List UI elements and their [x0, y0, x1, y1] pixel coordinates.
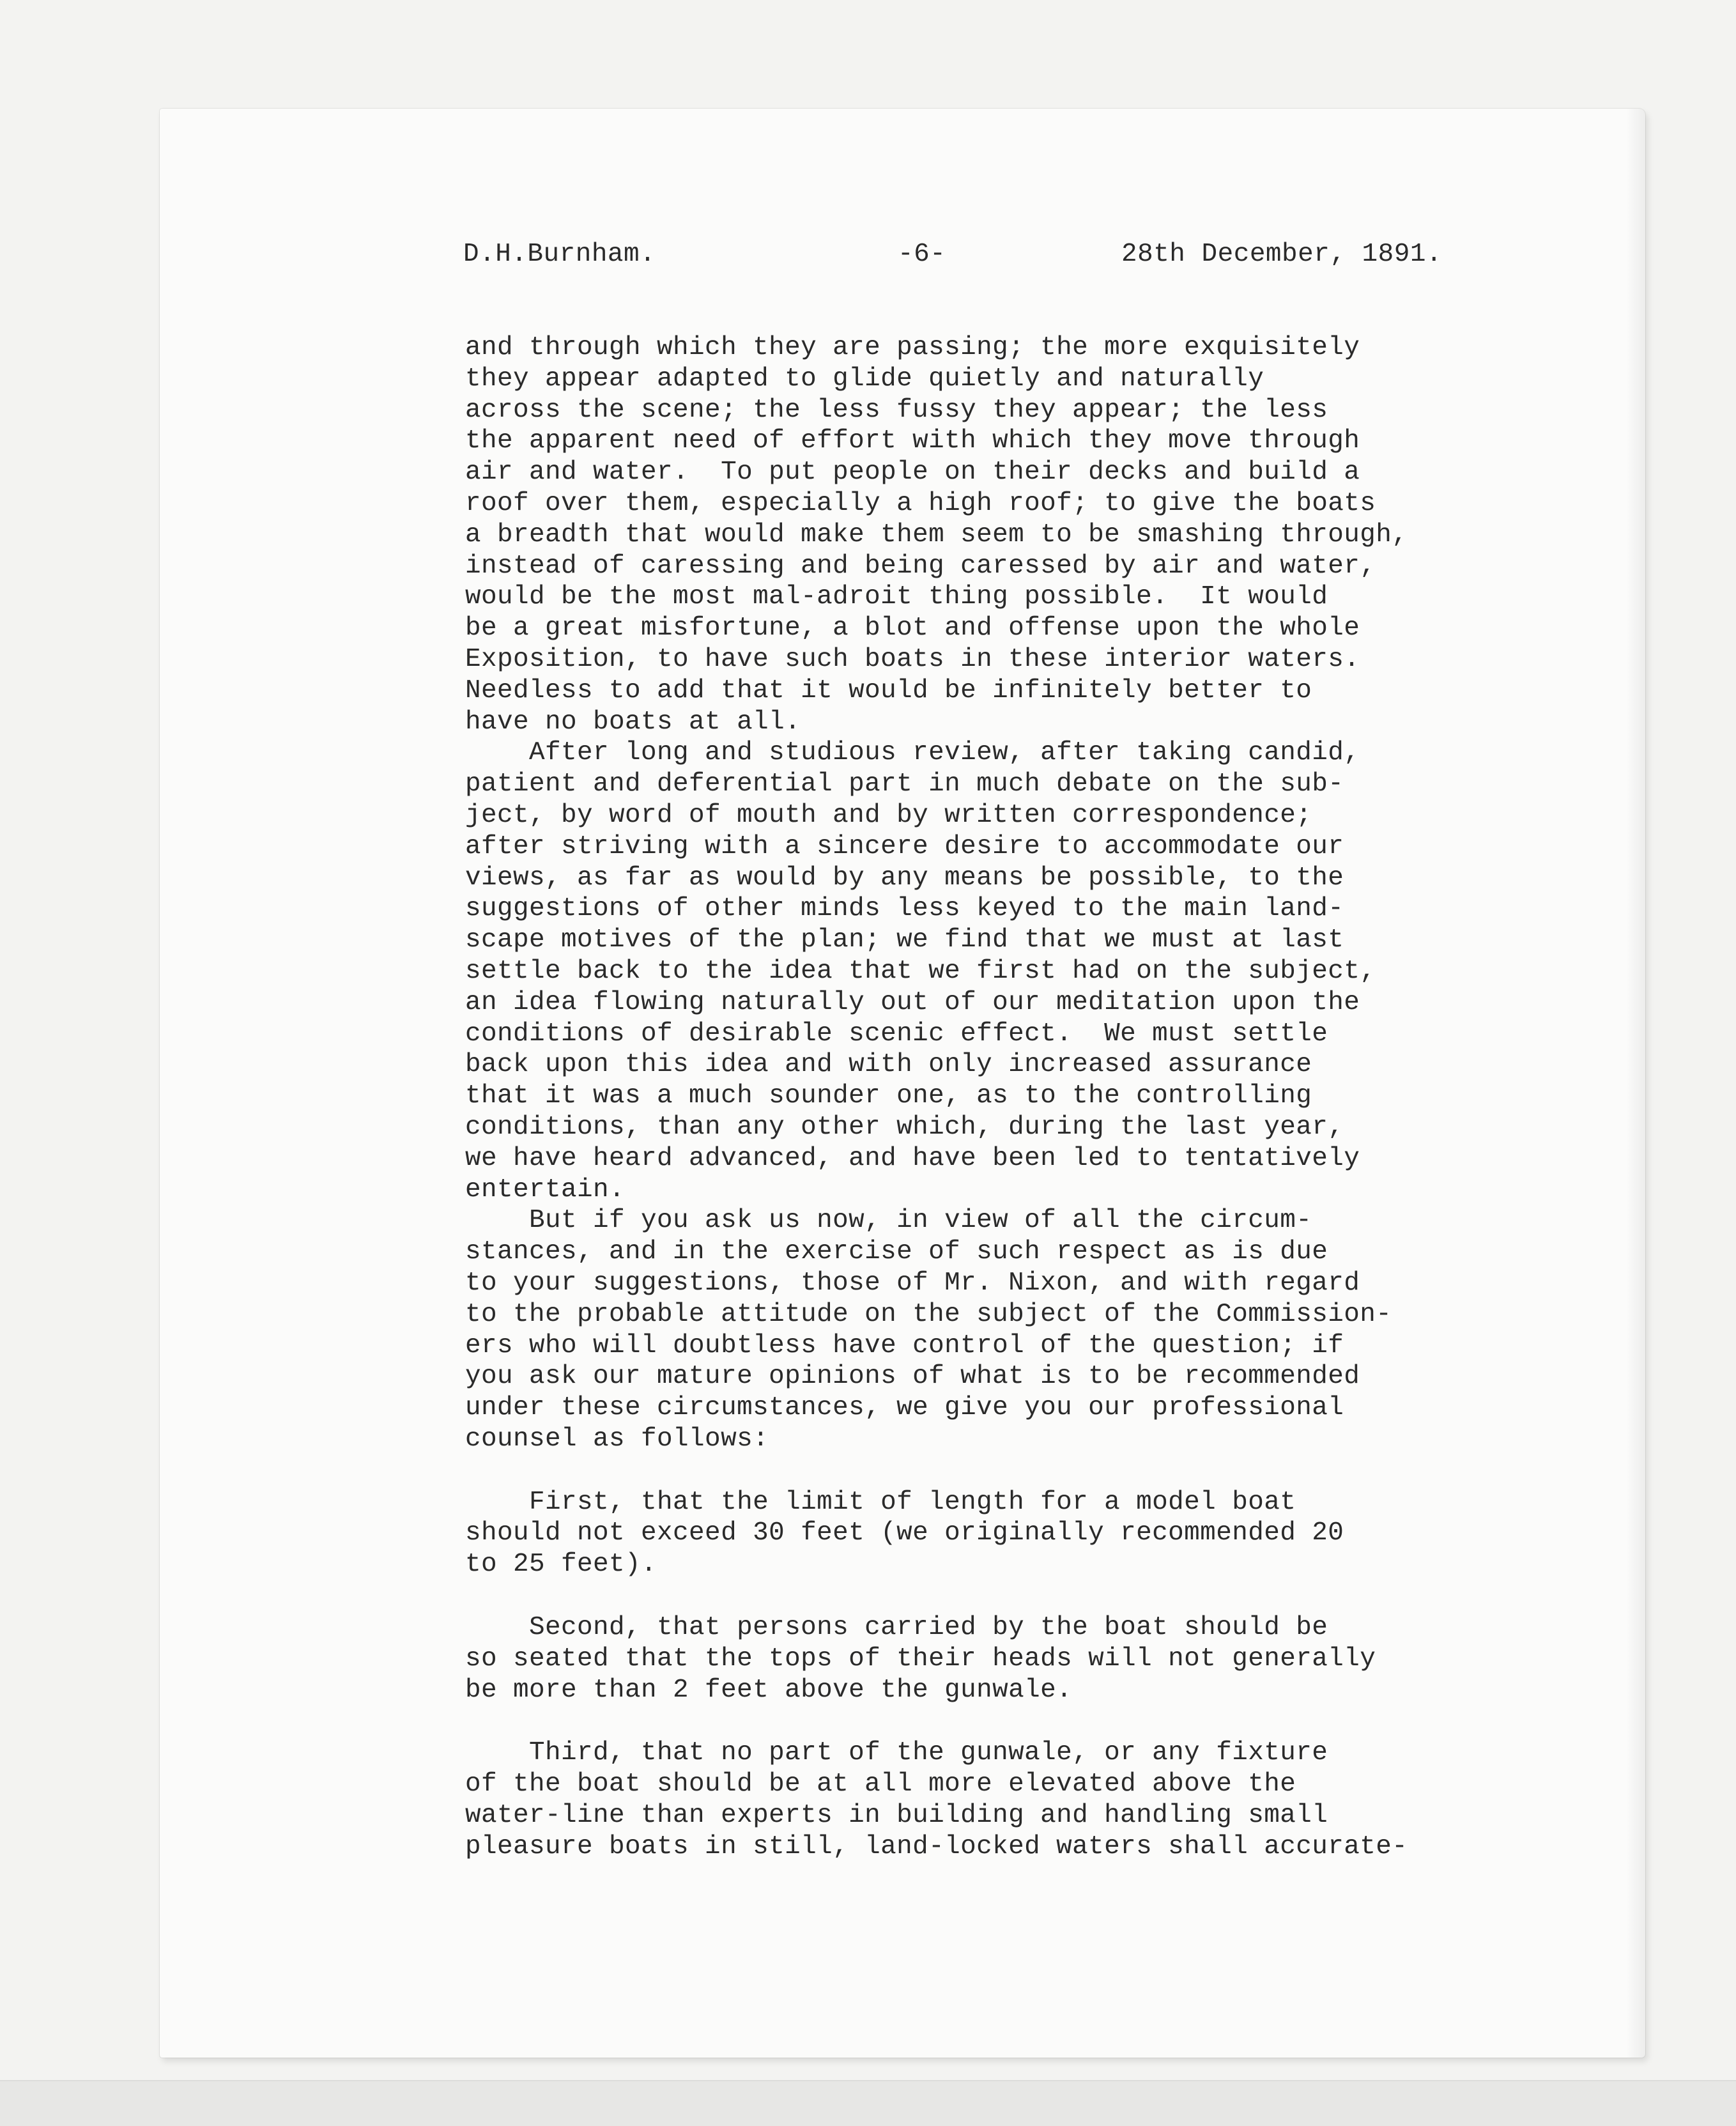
text-line: have no boats at all.	[465, 707, 801, 737]
text-line: we have heard advanced, and have been led to tentatively	[465, 1143, 1360, 1173]
paragraph-gap	[465, 1706, 1551, 1737]
scanner-bottom-edge	[0, 2080, 1736, 2126]
text-line: views, as far as would by any means be possible, to the	[465, 863, 1344, 893]
paragraph	[465, 1612, 1551, 1706]
paragraph	[465, 1737, 1551, 1862]
text-line: to your suggestions, those of Mr. Nixon, and with regard	[465, 1268, 1360, 1298]
header-recipient: D.H.Burnham.	[463, 240, 656, 269]
text-line: should not exceed 30 feet (we originally recommended 20	[465, 1518, 1344, 1548]
text-line: to the probable attitude on the subject of the Commission-	[465, 1299, 1392, 1329]
text-line: First, that the limit of length for a model boat	[465, 1487, 1296, 1517]
text-line: be a great misfortune, a blot and offense upon the whole	[465, 613, 1360, 643]
text-line: water-line than experts in building and handling small	[465, 1801, 1328, 1831]
text-line: they appear adapted to glide quietly and naturally	[465, 364, 1264, 394]
text-line: so seated that the tops of their heads will not generally	[465, 1644, 1376, 1674]
text-line: But if you ask us now, in view of all the circum-	[465, 1206, 1312, 1236]
text-line: roof over them, especially a high roof; to give the boats	[465, 488, 1376, 518]
text-line: would be the most mal-adroit thing possible. It would	[465, 582, 1328, 612]
text-line: be more than 2 feet above the gunwale.	[465, 1675, 1073, 1705]
text-line: under these circumstances, we give you our professional	[465, 1393, 1344, 1423]
text-line: Second, that persons carried by the boat should be	[465, 1613, 1328, 1643]
paragraph	[465, 332, 1551, 737]
paragraph	[465, 1205, 1551, 1454]
text-line: patient and deferential part in much debate on the sub-	[465, 769, 1344, 799]
text-line: suggestions of other minds less keyed to the main land-	[465, 894, 1344, 924]
text-line: Needless to add that it would be infinitely better to	[465, 675, 1312, 705]
text-line: scape motives of the plan; we find that we must at last	[465, 925, 1344, 955]
text-line: entertain.	[465, 1175, 626, 1205]
text-line: instead of caressing and being caressed by air and water,	[465, 551, 1376, 581]
text-line: air and water. To put people on their decks and build a	[465, 458, 1360, 488]
text-line: ject, by word of mouth and by written correspondence;	[465, 800, 1312, 830]
text-line: After long and studious review, after taking candid,	[465, 738, 1360, 768]
text-line: Third, that no part of the gunwale, or any fixture	[465, 1738, 1328, 1768]
text-line: after striving with a sincere desire to accommodate our	[465, 831, 1344, 861]
text-line: counsel as follows:	[465, 1424, 769, 1454]
paragraph-gap	[465, 1580, 1551, 1612]
text-line: across the scene; the less fussy they appear; the less	[465, 395, 1328, 425]
letter-body	[465, 332, 1551, 1863]
text-line: of the boat should be at all more elevated above the	[465, 1769, 1296, 1799]
text-line: and through which they are passing; the more exquisitely	[465, 333, 1360, 362]
paragraph	[465, 737, 1551, 1205]
text-line: an idea flowing naturally out of our meditation upon the	[465, 987, 1360, 1017]
text-line: back upon this idea and with only increased assurance	[465, 1050, 1312, 1080]
header-date: 28th December, 1891.	[1121, 240, 1443, 269]
header-page-number: -6-	[898, 240, 946, 269]
text-line: pleasure boats in still, land-locked waters shall accurate-	[465, 1831, 1408, 1861]
paragraph-gap	[465, 1455, 1551, 1487]
text-line: conditions of desirable scenic effect. We must settle	[465, 1019, 1328, 1049]
text-line: to 25 feet).	[465, 1550, 657, 1580]
text-line: that it was a much sounder one, as to the controlling	[465, 1081, 1312, 1111]
text-line: the apparent need of effort with which they move through	[465, 426, 1360, 456]
text-line: Exposition, to have such boats in these interior waters.	[465, 644, 1360, 674]
text-line: ers who will doubtless have control of the question; if	[465, 1330, 1344, 1360]
paragraph	[465, 1487, 1551, 1580]
letter-header	[463, 235, 1486, 273]
text-line: stances, and in the exercise of such respect as is due	[465, 1237, 1328, 1267]
text-line: you ask our mature opinions of what is to be recommended	[465, 1362, 1360, 1392]
text-line: conditions, than any other which, during the last year,	[465, 1112, 1344, 1142]
text-line: settle back to the idea that we first had on the subject,	[465, 956, 1376, 986]
text-line: a breadth that would make them seem to be smashing through,	[465, 520, 1408, 550]
